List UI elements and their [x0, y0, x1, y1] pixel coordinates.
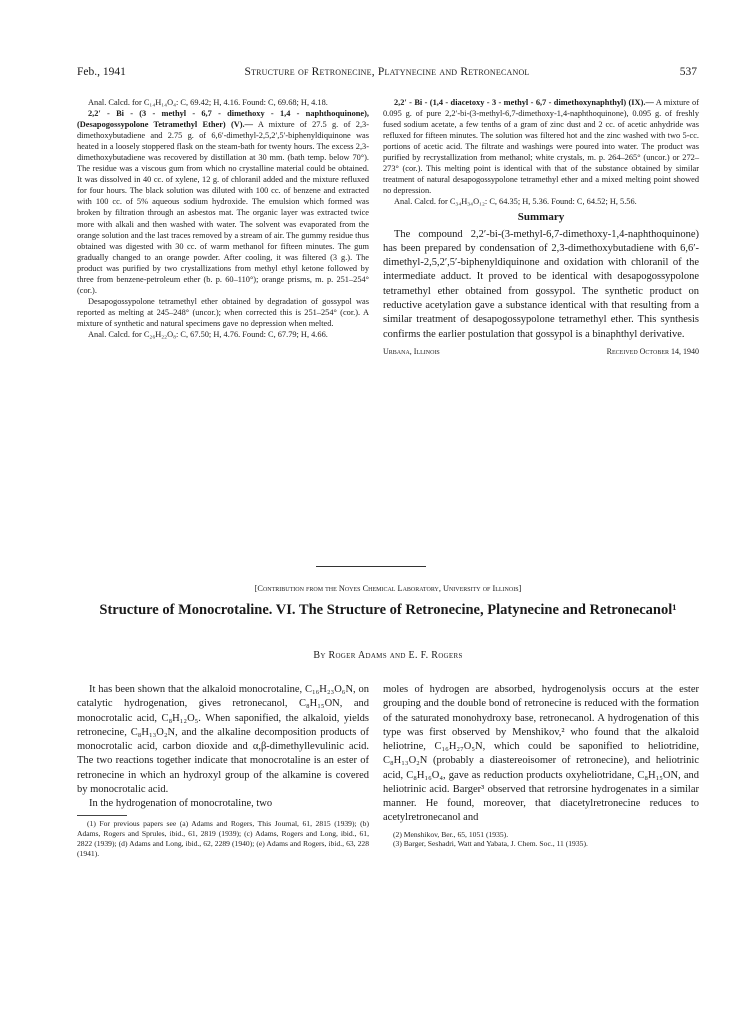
intro-paragraph: It has been shown that the alkaloid monocrotaline, C₁₆H₂₃O₆N, on catalytic hydrogenation, gives retronecanol, C₈H₁₅ON, and monocrotalic acid, C₈H₁₂O₅. When saponified, the alkaloid, yields retronecine, C₈H₁₃O₂N, and the alkaline decomposition products of monocrotalic acid, carbon dioxide and α,β-dimethyllevulinic acid. The two reactions together indicate that monocrotaline is an ester of retronecine in which an hydroxyl group of the alkamine is covered by monocrotalic acid.: [77, 684, 369, 795]
header-date: Feb., 1941: [77, 66, 126, 78]
footnote-3: (3) Barger, Seshadri, Watt and Yabata, J. Chem. Soc., 11 (1935).: [393, 839, 588, 849]
contribution-line: [Contribution from the Noyes Chemical Laboratory, University of Illinois]: [254, 584, 522, 593]
footnote-1: (1) For previous papers see (a) Adams and Rogers, This Journal, 61, 2815 (1939); (b) Adams, Rogers and Sprules, ibid., 61, 2819 (1939); (c) Adams, Rogers and Long, ibid., 61, 2822 (1939); (d) Adams and Long, ibid., 62, 2289 (1940); (e) Adams and Rogers, ibid., 63, 228 (1941).: [77, 819, 369, 858]
running-header: [77, 66, 697, 82]
article-right-column: [383, 683, 699, 849]
footnote-rule: [77, 815, 127, 816]
footnotes-left: [77, 815, 369, 859]
signature-line: [383, 346, 699, 358]
analysis-paragraph-3: Anal. Calcd. for C₃₄H₃₄O₁₂: C, 64.35; H, 5.36. Found: C, 64.52; H, 5.56.: [394, 197, 637, 207]
acetylation-text: A mixture of 0.095 g. of pure 2,2′-bi-(3-methyl-6,7-dimethoxy-1,4-naphthoquinone), 0.095 g. of freshly fused sodium acetate, a few tenths of a gram of zinc dust and 2 cc. of acetic anhydride was refluxed for fifteen minutes. The solution was filtered hot and the zinc washed with two 5-cc. portions of acetic acid. The filtrate and washings were poured into water. The product was purified by recrystallization from methanol; white crystals, m. p. 264–265° (uncor.) or 272–273° (cor.). This melting point is identical with that of the substance obtained by similar treatment of natural desapogossypolone tetramethyl ether and a mixed melting point showed no depression.: [383, 98, 699, 196]
location: Urbana, Illinois: [383, 346, 440, 356]
footnote-2: (2) Menshikov, Ber., 65, 1051 (1935).: [393, 829, 509, 839]
header-running-title: Structure of Retronecine, Platynecine and Retronecanol: [244, 66, 530, 78]
synthesis-text: A mixture of 27.5 g. of 2,3-dimethoxybutadiene and 2.75 g. of 6,6′-dimethyl-2,5,2′,5′-biphenyldiquinone was heated in a loosely stoppered flask on the steam-bath for twenty hours. The excess 2,3-dimethoxybutadiene was recovered by distillation at 30 mm. (bath temp. below 70°). The residue was a viscous gum from which no crystalline material could be obtained. It was dissolved in 40 cc. of xylene, 12 g. of chloranil added and the mixture refluxed for four hours. The black solution was diluted with 100 cc. of benzene and extracted with 100 cc. of 5% aqueous sodium hydroxide. The emulsion which formed was broken by filtration through an asbestos mat. The organic layer was extracted twice more with alkali and then washed with water. The solvent was evaporated from the orange solution and the last traces removed by a stream of air. The gummy residue thus obtained was digested with 30 cc. of warm methanol for fifteen minutes. The gum gradually changed to an orange powder. After cooling, it was filtered (3 g.). The product was purified by two crystallizations from methyl ethyl ketone followed by three from benzene-petroleum ether (b. p. 60–110°); orange prisms, m. p. 251–254° (cor.).: [77, 120, 369, 295]
header-page-number: 537: [679, 66, 697, 78]
section-divider: [316, 566, 426, 567]
comparison-paragraph: Desapogossypolone tetramethyl ether obtained by degradation of gossypol was reported as melting at 245–248° (uncor.); when corrected this is 251–254° (cor.). A mixture of synthetic and natural specimens gave no depression when melted.: [77, 296, 369, 328]
synthesis-paragraph: [77, 108, 369, 296]
summary-section: [383, 228, 699, 342]
footnotes-right: [383, 830, 699, 850]
received-date: Received October 14, 1940: [606, 346, 699, 356]
hydrogenation-paragraph-cont: moles of hydrogen are absorbed, hydrogenolysis occurs at the ester grouping and the double bond of retronecine is reduced with the formation of the saturated monohydroxy base, retronecanol. A hydrogenation of this type was first observed by Menshikov,² who found that the alkaloid heliotrine, C₁₆H₂₇O₅N, which could be saponified to heliotridine, C₈H₁₃O₂N (probably a diastereoisomer of retronecine), and heliotrinic acid, C₈H₁₆O₄, gave as reduction products oxyheliotridane, C₈H₁₅ON, and heliotrinic acid. Barger³ observed that retrorsine hydrogenates in a similar manner. He found, moreover, that diacetylretronecine reduces to acetylretronecanol and: [383, 684, 699, 824]
article-title: Structure of Monocrotaline. VI. The Structure of Retronecine, Platynecine and Retronecanol¹: [99, 602, 677, 618]
compound-heading: 2,2′ - Bi - (3 - methyl - 6,7 - dimethoxy - 1,4 - naphthoquinone), (Desapogossypolone Tetramethyl Ether) (V).—: [77, 109, 369, 130]
article-left-column: [77, 683, 369, 859]
article-byline: By Roger Adams and E. F. Rogers: [313, 650, 463, 661]
analysis-paragraph: Anal. Calcd. for C₁₄H₁₄O₄: C, 69.42; H, 4.16. Found: C, 69.68; H, 4.18.: [88, 98, 328, 107]
acetylation-paragraph: [383, 97, 699, 196]
right-column: [383, 97, 699, 358]
hydrogenation-paragraph-start: In the hydrogenation of monocrotaline, two: [89, 798, 273, 809]
analysis-paragraph-2: Anal. Calcd. for C₂₆H₂₂O₈: C, 67.50; H, 4.76. Found: C, 67.79; H, 4.66.: [88, 329, 328, 339]
compound-heading-2: 2,2′ - Bi - (1,4 - diacetoxy - 3 - methyl - 6,7 - dimethoxynaphthyl) (IX).—: [394, 98, 654, 107]
left-column: [77, 97, 369, 340]
summary-heading: Summary: [517, 211, 565, 224]
summary-text: The compound 2,2′-bi-(3-methyl-6,7-dimethoxy-1,4-naphthoquinone) has been prepared by condensation of 2,3-dimethoxybutadiene with 6,6′-dimethyl-2,5,2′,5′-biphenyldiquinone and oxidation with chloranil of the intermediate adduct. It proved to be identical with desapogossypolone tetramethyl ether obtained from gossypol. The synthetic product on reductive acetylation gave a substance identical with that resulting from a similar treatment of desapogossypolone tetramethyl ether. This synthesis confirms the earlier postulation that gossypol is a binaphthyl derivative.: [383, 228, 699, 340]
